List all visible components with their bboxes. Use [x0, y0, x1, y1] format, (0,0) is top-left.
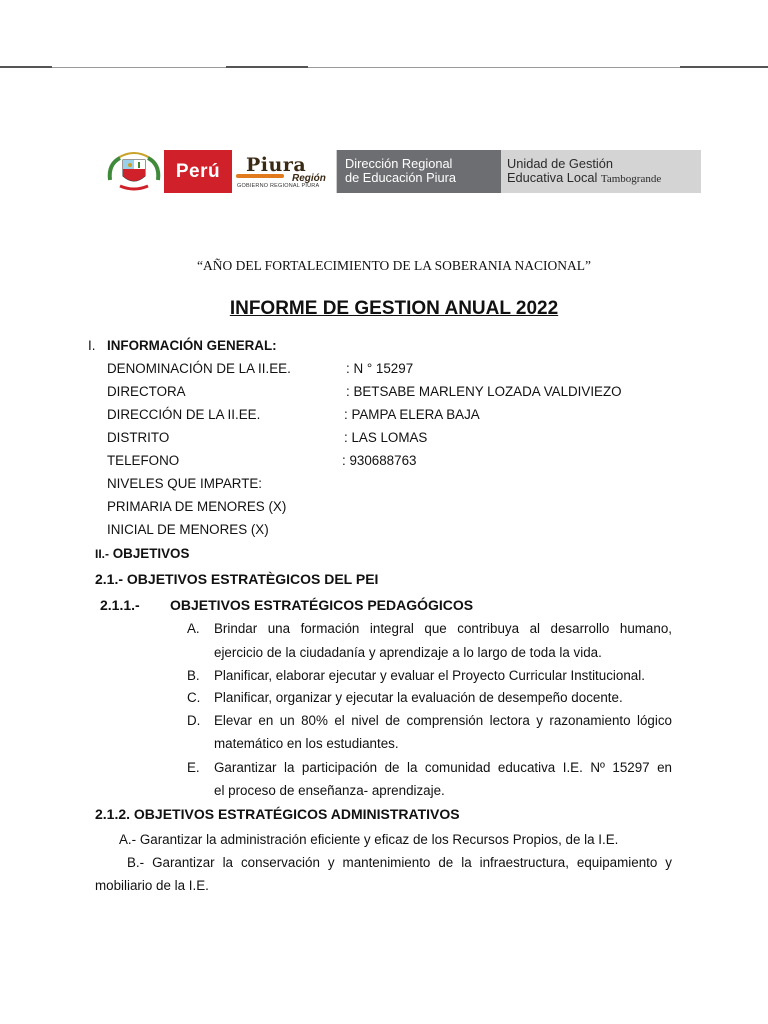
admin-objective: B.- Garantizar la conservación y mantenimiento de la infraestructura, equipamiento y [127, 855, 672, 870]
ugel-block [501, 150, 701, 193]
dre-line1: Dirección Regional [345, 156, 453, 171]
page-title: INFORME DE GESTION ANUAL 2022 [229, 298, 559, 319]
top-rule [0, 67, 768, 68]
list-item-text: matemático en los estudiantes. [214, 736, 399, 751]
info-value: : 930688763 [342, 453, 417, 468]
top-rule-segment [680, 66, 768, 68]
peru-coat-of-arms-icon [104, 150, 164, 193]
info-label: DIRECCIÓN DE LA II.EE. [107, 407, 261, 422]
info-value: : PAMPA ELERA BAJA [344, 407, 480, 422]
list-item-text: Planificar, organizar y ejecutar la evaluación de desempeño docente. [214, 690, 623, 705]
ugel-line1: Unidad de Gestión [507, 156, 613, 171]
admin-objective: A.- Garantizar la administración eficiente y eficaz de los Recursos Propios, de la I.E. [119, 832, 619, 847]
subsection-heading: OBJETIVOS ESTRATÉGICOS PEDAGÓGICOS [170, 597, 474, 613]
info-value: : LAS LOMAS [344, 430, 428, 445]
list-letter: A. [187, 621, 200, 636]
list-item-text: Planificar, elaborar ejecutar y evaluar el Proyecto Curricular Institucional. [214, 668, 645, 683]
piura-region-logo [232, 150, 337, 193]
piura-gov-label: GOBIERNO REGIONAL PIURA [237, 183, 320, 189]
list-item-text: el proceso de enseñanza- aprendizaje. [214, 783, 445, 798]
dre-line2: de Educación Piura [345, 170, 456, 185]
list-letter: D. [187, 713, 201, 728]
section1-heading: INFORMACIÓN GENERAL: [107, 338, 277, 353]
dre-block [337, 150, 501, 193]
levels-label: NIVELES QUE IMPARTE: [107, 476, 263, 491]
list-item-text: ejercicio de la ciudadanía y aprendizaje a lo largo de toda la vida. [214, 645, 602, 660]
ugel-line2: Educativa Local [507, 170, 598, 185]
piura-name: Piura [246, 154, 307, 176]
year-motto: “AÑO DEL FORTALECIMIENTO DE LA SOBERANIA NACIONAL” [196, 258, 592, 273]
subsection-heading: 2.1.2. OBJETIVOS ESTRATÉGICOS ADMINISTRATIVOS [95, 806, 460, 822]
ugel-place: Tambogrande [600, 173, 662, 185]
list-letter: E. [187, 760, 200, 775]
subsection-heading: 2.1.- OBJETIVOS ESTRATÈGICOS DEL PEI [95, 571, 379, 587]
list-item-text: Elevar en un 80% el nivel de comprensión lectora y razonamiento lógico [214, 713, 672, 728]
peru-label: Perú [175, 160, 221, 182]
level-item: INICIAL DE MENORES (X) [107, 522, 269, 537]
section2-heading-line [95, 546, 189, 561]
info-value: : BETSABE MARLENY LOZADA VALDIVIEZO [346, 384, 622, 399]
info-label: DENOMINACIÓN DE LA II.EE. [107, 361, 291, 376]
piura-region-label: Región [292, 173, 326, 184]
info-label: DIRECTORA [107, 384, 186, 399]
section1-number: I. [88, 338, 96, 353]
section2-heading: OBJETIVOS [112, 546, 190, 561]
top-rule-segment [0, 66, 52, 68]
list-letter: C. [187, 690, 201, 705]
info-label: DISTRITO [107, 430, 170, 445]
info-value: : N ° 15297 [346, 361, 414, 376]
list-item-text: Garantizar la participación de la comunidad educativa I.E. Nº 15297 en [214, 760, 672, 775]
level-item: PRIMARIA DE MENORES (X) [107, 499, 287, 514]
subsection-number: 2.1.1.- [100, 597, 140, 613]
info-label: TELEFONO [107, 453, 180, 468]
list-letter: B. [187, 668, 200, 683]
list-item-text: Brindar una formación integral que contribuya al desarrollo humano, [214, 621, 672, 636]
top-rule-segment [226, 66, 308, 68]
admin-objective-cont: mobiliario de la I.E. [95, 878, 209, 893]
section2-number: II.- [95, 547, 109, 561]
peru-brand [164, 150, 232, 193]
header-banner [104, 150, 701, 193]
